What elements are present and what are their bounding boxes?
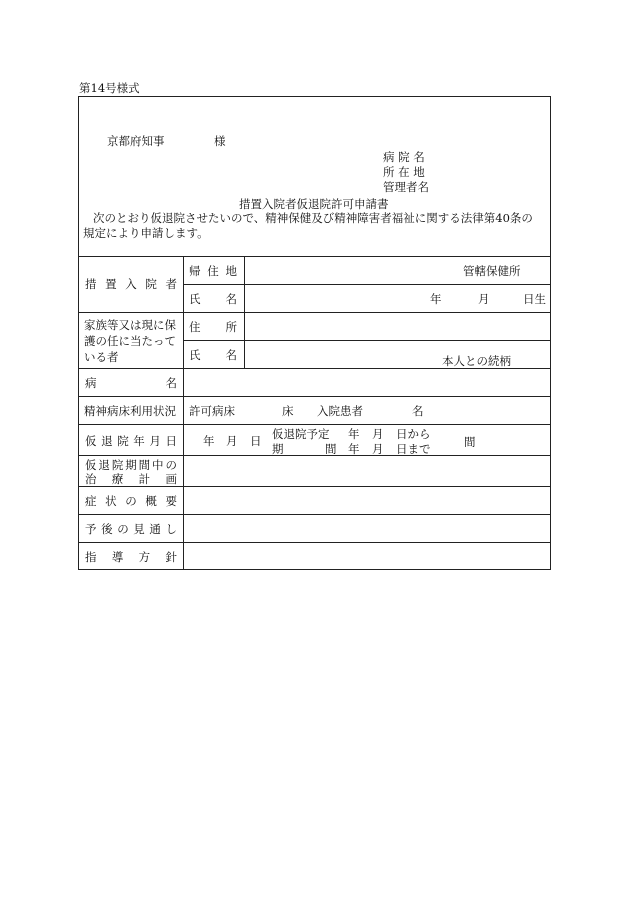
domicile-label: 帰 住 地 bbox=[189, 264, 237, 278]
column-divider-main bbox=[183, 256, 184, 570]
period-label-b: 間 bbox=[325, 442, 337, 456]
divider-bed bbox=[79, 424, 550, 425]
period-to-year-unit: 年 bbox=[348, 442, 360, 456]
divider-disease bbox=[79, 396, 550, 397]
period-from-year-unit: 年 bbox=[348, 427, 360, 441]
discharge-date-label: 仮 退 院 年 月 日 bbox=[85, 434, 177, 448]
form-number: 第14号様式 bbox=[79, 81, 140, 95]
birth-day-unit: 日生 bbox=[523, 292, 546, 306]
column-divider-sub bbox=[244, 256, 245, 368]
treatment-plan-label-line2: 治 療 計 画 bbox=[85, 472, 177, 486]
symptoms-label: 症 状 の 概 要 bbox=[85, 494, 177, 508]
bed-usage-label: 精神病床利用状況 bbox=[84, 404, 176, 418]
discharge-month-unit: 月 bbox=[226, 434, 238, 448]
period-to-month-unit: 月 bbox=[372, 442, 384, 456]
divider-guardian-inner bbox=[183, 340, 550, 341]
divider-patient-inner bbox=[183, 284, 550, 285]
discharge-year-unit: 年 bbox=[203, 434, 215, 448]
form-title: 措置入院者仮退院許可申請書 bbox=[239, 197, 389, 211]
honorific: 様 bbox=[214, 134, 226, 148]
planned-period-label: 仮退院予定 bbox=[272, 427, 330, 441]
divider-symptoms bbox=[79, 514, 550, 515]
permitted-beds-label: 許可病床 bbox=[189, 404, 235, 418]
inpatients-label: 入院患者 bbox=[317, 404, 363, 418]
period-span-unit: 間 bbox=[464, 435, 476, 449]
birth-month-unit: 月 bbox=[478, 292, 490, 306]
body-line-2: 規定により申請します。 bbox=[83, 226, 209, 240]
guardian-section-label: 家族等又は現に保護の任に当たっている者 bbox=[84, 318, 176, 364]
health-center-label: 管轄保健所 bbox=[463, 264, 521, 278]
body-line-1: 次のとおり仮退院させたいので、精神保健及び精神障害者福祉に関する法律第40条の bbox=[93, 211, 533, 225]
period-from-label: 日から bbox=[396, 427, 431, 441]
birth-year-unit: 年 bbox=[430, 292, 442, 306]
divider-header bbox=[79, 256, 550, 257]
person-unit: 名 bbox=[412, 404, 424, 418]
disease-label: 病 名 bbox=[85, 376, 177, 390]
addressee: 京都府知事 bbox=[107, 134, 165, 148]
relation-label: 本人との続柄 bbox=[442, 354, 511, 368]
guidance-label: 指 導 方 針 bbox=[85, 550, 177, 564]
discharge-day-unit: 日 bbox=[250, 434, 262, 448]
application-form bbox=[78, 96, 551, 570]
bed-unit: 床 bbox=[282, 404, 294, 418]
patient-section-label: 措 置 入 院 者 bbox=[85, 277, 177, 291]
location-label: 所 在 地 bbox=[383, 165, 425, 179]
divider-prognosis bbox=[79, 542, 550, 543]
divider-patient bbox=[79, 312, 550, 313]
hospital-name-label: 病 院 名 bbox=[383, 150, 425, 164]
period-label-a: 期 bbox=[272, 442, 284, 456]
divider-discharge bbox=[79, 455, 550, 456]
patient-name-label: 氏 名 bbox=[189, 292, 237, 306]
prognosis-label: 予 後 の 見 通 し bbox=[85, 522, 177, 536]
guardian-name-label: 氏 名 bbox=[189, 348, 237, 362]
period-from-month-unit: 月 bbox=[372, 427, 384, 441]
manager-label: 管理者名 bbox=[383, 180, 429, 194]
guardian-address-label: 住 所 bbox=[189, 320, 237, 334]
period-to-label: 日まで bbox=[396, 442, 431, 456]
treatment-plan-label-line1: 仮 退 院 期 間 中 の bbox=[85, 458, 177, 472]
